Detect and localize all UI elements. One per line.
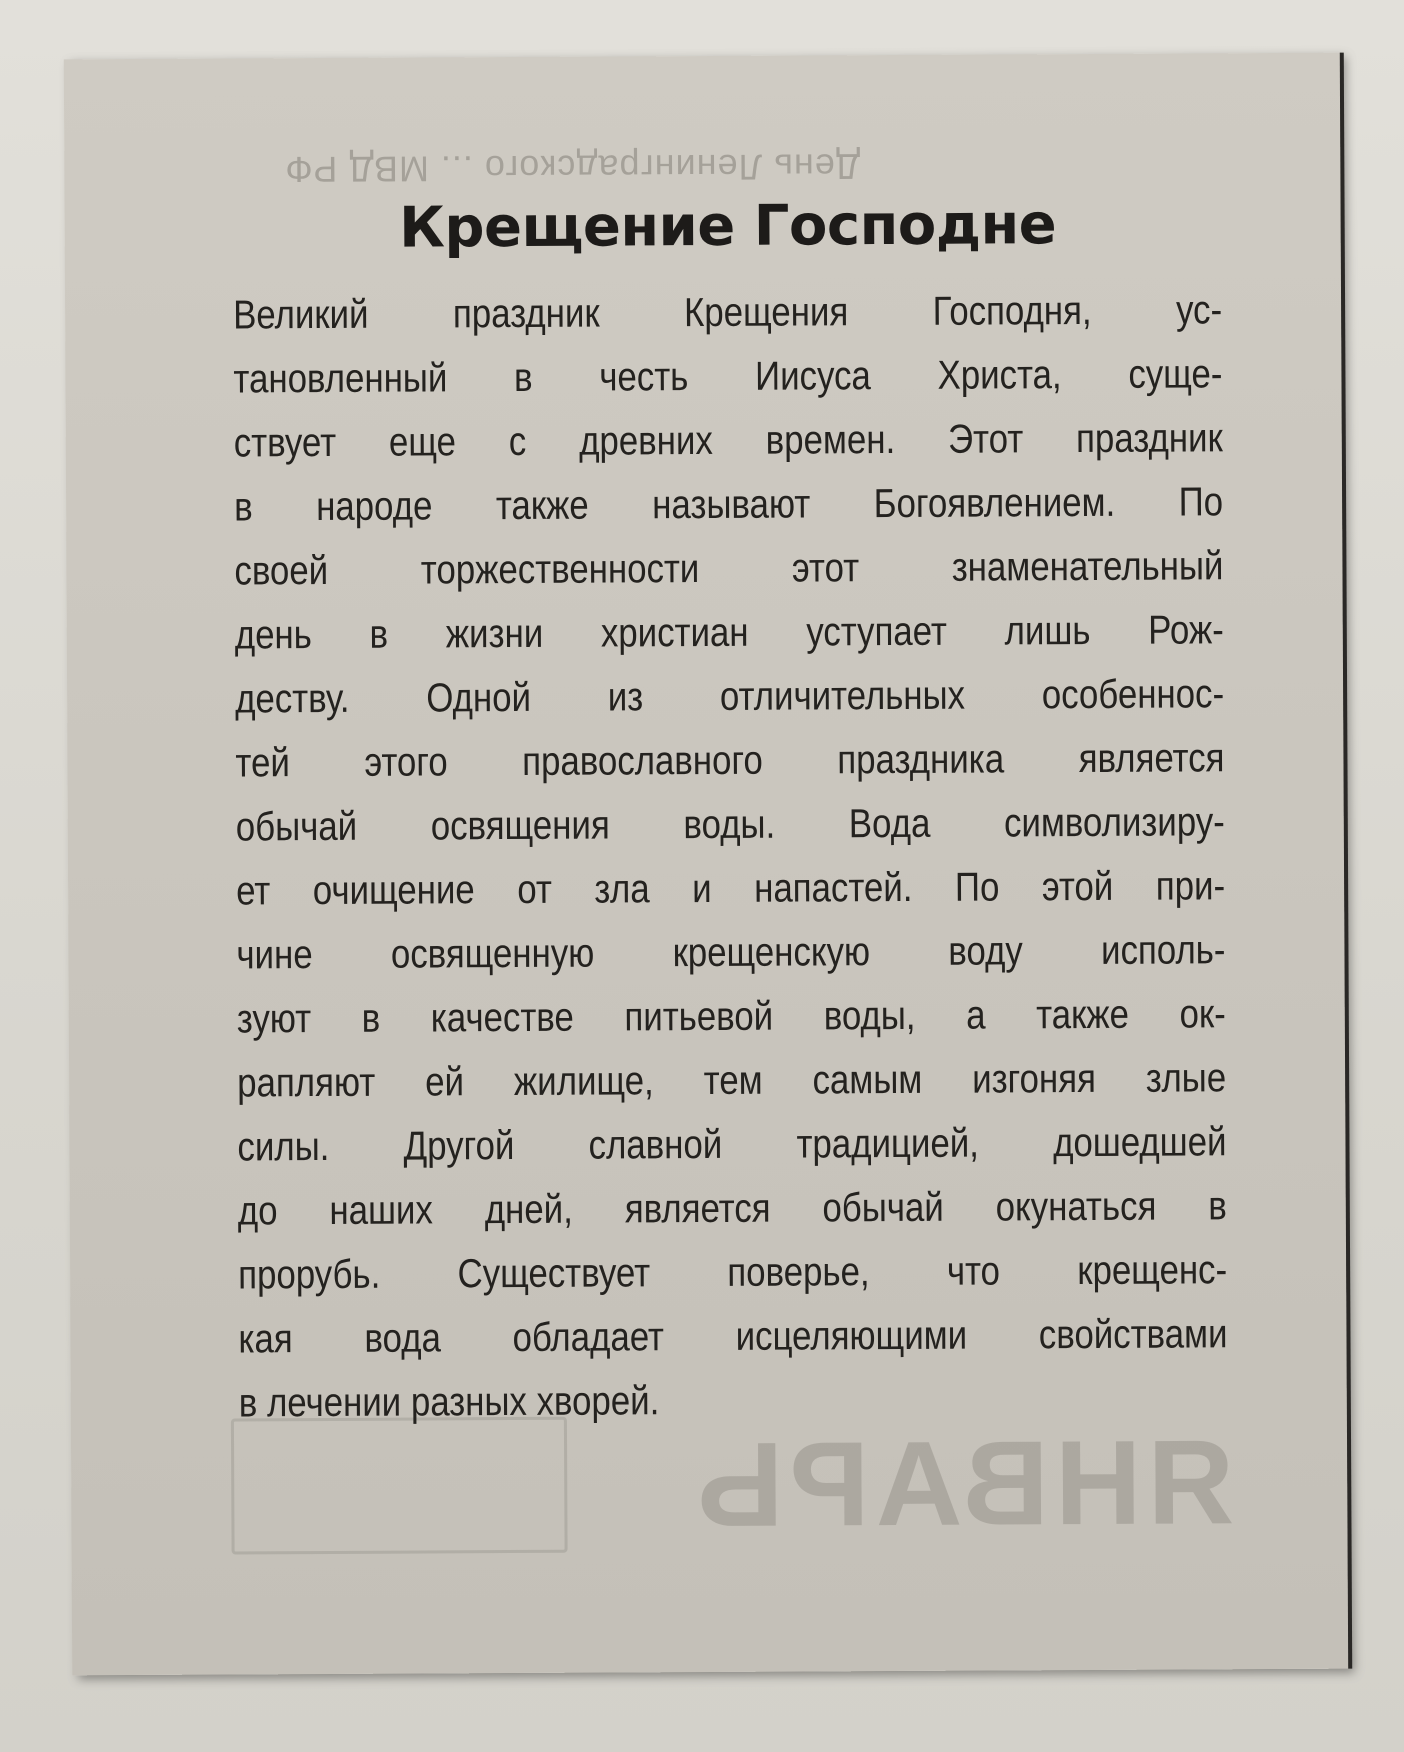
body-line: день в жизни христиан уступает лишь Рож-	[234, 605, 1224, 658]
bleed-through-box	[231, 1417, 568, 1555]
body-line: обычай освящения воды. Вода символизиру-	[235, 797, 1225, 850]
body-line: ет очищение от зла и напастей. По этой при-	[236, 861, 1226, 914]
bleed-through-header: День Ленинградского ... МВД РФ	[284, 146, 861, 191]
body-line: в народе также называют Богоявлением. По	[233, 477, 1224, 530]
article-headline: Крещение Господне	[398, 192, 1057, 261]
body-line: тей этого православного праздника является	[235, 733, 1225, 786]
body-line: Великий праздник Крещения Господня, ус-	[232, 285, 1223, 338]
body-line: тановленный в честь Иисуса Христа, суще-	[233, 349, 1223, 402]
body-line: силы. Другой славной традицией, дошедшей	[237, 1117, 1227, 1170]
body-line: деству. Одной из отличительных особеннос-	[235, 669, 1225, 722]
article-body	[233, 277, 1228, 1434]
body-line: кая вода обладает исцеляющими свойствами	[238, 1309, 1228, 1362]
body-line: рапляют ей жилище, тем самым изгоняя злые	[237, 1053, 1227, 1106]
body-line: до наших дней, является обычай окунаться в	[237, 1181, 1227, 1234]
body-line: своей торжественности этот знаменательный	[234, 541, 1224, 594]
body-line: ствует еще с древних времен. Этот праздник	[233, 413, 1223, 466]
article	[233, 193, 1229, 1434]
newspaper-clipping	[64, 53, 1348, 1676]
body-line: прорубь. Существует поверье, что крещенс-	[238, 1245, 1228, 1298]
body-line: в лечении разных хворей.	[238, 1376, 660, 1426]
bleed-through-month: ЯНВАРЬ	[690, 1415, 1235, 1553]
body-line: зуют в качестве питьевой воды, а также ок-	[236, 989, 1226, 1042]
body-line: чине освященную крещенскую воду исполь-	[236, 925, 1226, 978]
